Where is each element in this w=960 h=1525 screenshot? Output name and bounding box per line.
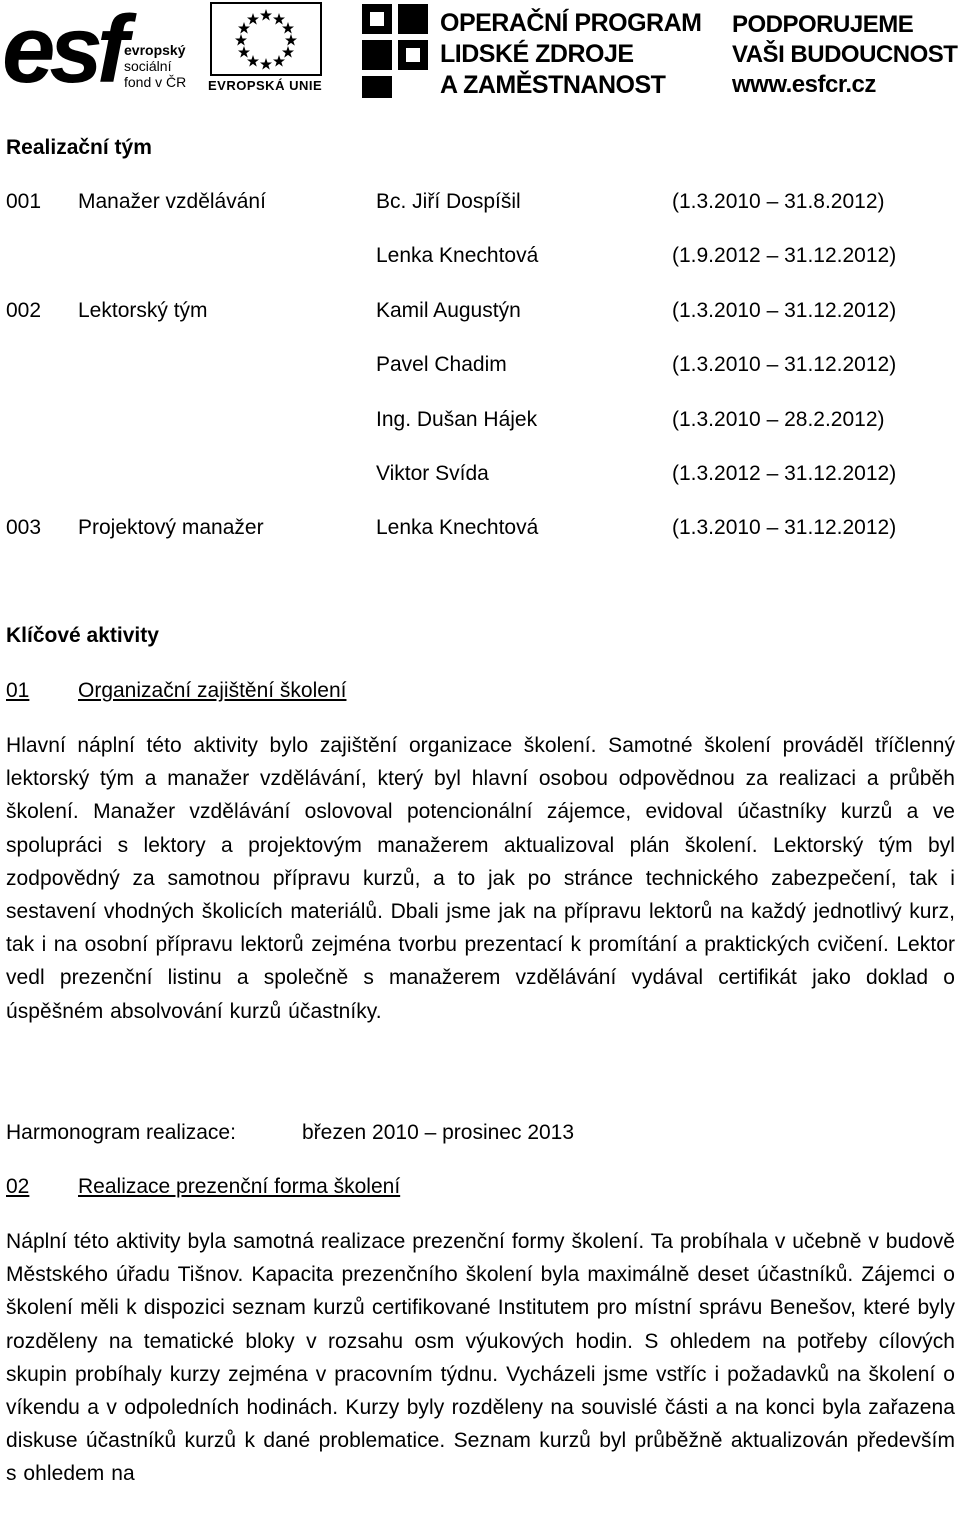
esf-logo: [2, 0, 202, 103]
op-program-title: [440, 8, 701, 101]
team-row-role: Lektorský tým: [78, 299, 208, 322]
op-program-icon: [360, 0, 434, 100]
team-row-name: Lenka Knechtová: [376, 244, 539, 267]
team-row-name: Viktor Svída: [376, 462, 489, 485]
eu-flag-icon: [210, 2, 322, 76]
team-heading: Realizační tým: [6, 136, 152, 159]
activity-1-schedule: [6, 1121, 574, 1145]
team-row-number: 001: [6, 190, 42, 213]
op-line-1: OPERAČNÍ PROGRAM: [440, 9, 702, 37]
team-row-period: (1.3.2012 – 31.12.2012): [672, 462, 897, 485]
team-row-name: Lenka Knechtová: [376, 516, 539, 539]
esf-line-3: fond v ČR: [124, 74, 187, 90]
slogan-block: [732, 10, 957, 100]
esf-line-2: sociální: [124, 58, 172, 74]
op-line-2: LIDSKÉ ZDROJE: [440, 40, 634, 68]
eu-caption: EVROPSKÁ UNIE: [208, 78, 323, 93]
team-row-role: Manažer vzdělávání: [78, 190, 266, 213]
team-row-name: Pavel Chadim: [376, 353, 507, 376]
team-row-role: Projektový manažer: [78, 516, 264, 539]
team-row-period: (1.9.2012 – 31.12.2012): [672, 244, 897, 267]
esf-line-1: evropský: [124, 42, 186, 58]
team-row-period: (1.3.2010 – 31.8.2012): [672, 190, 885, 213]
team-row-period: (1.3.2010 – 28.2.2012): [672, 408, 885, 431]
schedule-label: Harmonogram realizace:: [6, 1121, 236, 1144]
team-row-number: 002: [6, 299, 42, 322]
team-row-period: (1.3.2010 – 31.12.2012): [672, 516, 897, 539]
team-row-name: Ing. Dušan Hájek: [376, 408, 538, 431]
activities-heading: Klíčové aktivity: [6, 624, 159, 647]
team-row-name: Bc. Jiří Dospíšil: [376, 190, 521, 213]
activity-2-title: Realizace prezenční forma školení: [78, 1175, 401, 1198]
team-row-name: Kamil Augustýn: [376, 299, 521, 322]
schedule-value: březen 2010 – prosinec 2013: [302, 1121, 575, 1144]
team-row-period: (1.3.2010 – 31.12.2012): [672, 299, 897, 322]
esf-logo-text: [124, 42, 186, 90]
eu-stars-icon: [212, 4, 320, 74]
activity-1-title: Organizační zajištění školení: [78, 679, 347, 702]
activity-1-number: 01: [6, 679, 30, 702]
team-row-period: (1.3.2010 – 31.12.2012): [672, 353, 897, 376]
slogan-url-link[interactable]: www.esfcr.cz: [732, 71, 876, 98]
activity-2-description: Náplní této aktivity byla samotná realizace prezenční formy školení. Ta probíhala v učebně v budově Městského úřadu Tišnov. Kapacita prezenčního školení byla maximálně deset účastníků. Zájemci o školení měli k dispozici seznam kurzů certifikované Institutem pro místní správu Benešov, které byly rozděleny na tematické bloky v rozsahu osm výukových hodin. S ohledem na potřeby cílových skupin probíhaly kurzy zejména v pracovním týdnu. Vycházeli jsme vstříc i požadavků na školení o víkendu a v odpoledních hodinách. Kurzy byly rozděleny na souvislé části a na konci byla zařazena diskuse účastníků kurzů k dané problematice. Seznam kurzů byl průběžně aktualizován především s ohledem na: [6, 1230, 955, 1486]
header-logos: [0, 0, 960, 103]
slogan-line-2: VAŠI BUDOUCNOST: [732, 41, 958, 68]
esf-logo-mark: esf: [2, 0, 123, 103]
eu-logo: [208, 0, 324, 100]
op-line-3: A ZAMĚSTNANOST: [440, 71, 666, 99]
activity-2-number: 02: [6, 1175, 30, 1198]
activity-1-description: Hlavní náplní této aktivity bylo zajištění organizace školení. Samotné školení prováděl tříčlenný lektorský tým a manažer vzdělávání, který byl hlavní osobou odpovědnou za realizaci a průběh školení. Manažer vzdělávání oslovoval potencionální zájemce, evidoval účastníky kurzů a ve spolupráci s lektory a projektovým manažerem aktualizoval plán školení. Lektorský tým byl zodpovědný za samotnou přípravu kurzů, a to jak po stránce technického zabezpečení, tak i sestavení vhodných školicích materiálů. Dbali jsme jak na přípravu lektorů na každý jednotlivý kurz, tak i na osobní přípravu lektorů zejména tvorbu prezentací k promítání a praktických cvičení. Lektor vedl prezenční listinu a společně s manažerem vzdělávání vydával certifikát jako doklad o úspěšném absolvování kurzů účastníky.: [6, 734, 955, 1023]
slogan-line-1: PODPORUJEME: [732, 11, 914, 38]
team-row-number: 003: [6, 516, 42, 539]
